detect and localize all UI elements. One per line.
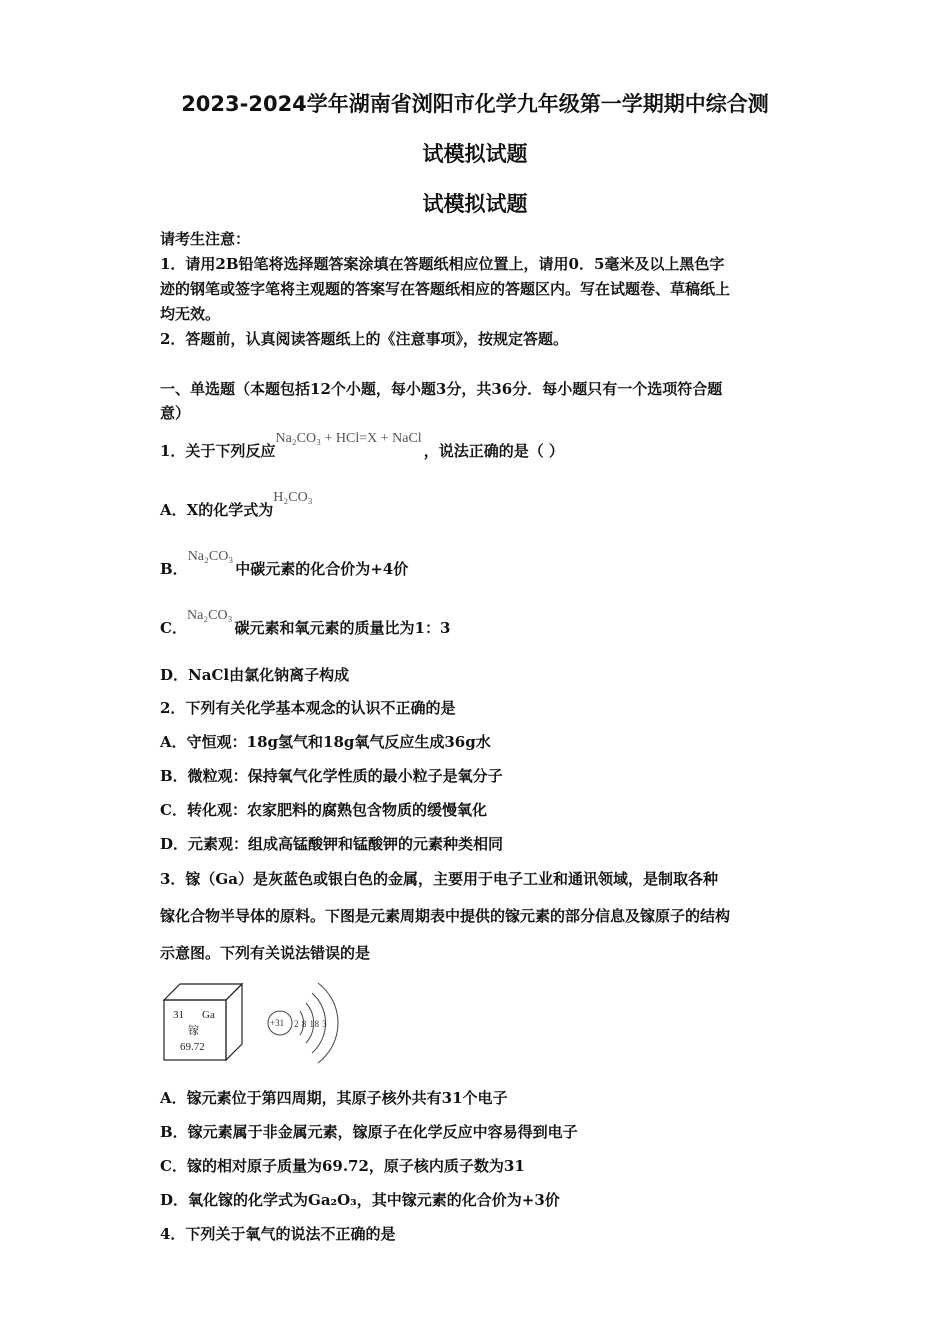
- q2-option-b: B．微粒观：保持氧气化学性质的最小粒子是氧分子: [160, 767, 503, 785]
- q1-option-b-text: 中碳元素的化合价为+4价: [235, 560, 409, 578]
- q3-option-d: D．氧化镓的化学式为Ga₂O₃，其中镓元素的化合价为+3价: [160, 1191, 560, 1209]
- q2-option-d: D．元素观：组成高锰酸钾和锰酸钾的元素种类相同: [160, 835, 504, 853]
- exam-title-line-2: 试模拟试题: [422, 142, 528, 166]
- q1-option-c-label: C．: [160, 619, 187, 637]
- element-atomic-number: 31: [173, 1009, 184, 1021]
- section-heading-line-2: 意）: [160, 404, 191, 422]
- q2-stem: 2．下列有关化学基本观念的认识不正确的是: [160, 699, 456, 717]
- atom-nucleus-charge: +31: [270, 1018, 285, 1028]
- element-name: 镓: [188, 1025, 199, 1037]
- notice-item-1-line-1: 1．请用2B铅笔将选择题答案涂填在答题纸相应位置上，请用0．5毫米及以上黑色字: [160, 255, 725, 273]
- q1-option-a-formula: H₂CO₃: [273, 490, 313, 505]
- q1-stem-suffix: ，说法正确的是（ ）: [423, 442, 564, 460]
- q3-option-b: B．镓元素属于非金属元素，镓原子在化学反应中容易得到电子: [160, 1123, 578, 1141]
- q1-option-c: [160, 608, 451, 638]
- q2-option-c: C．转化观：农家肥料的腐熟包含物质的缓慢氧化: [160, 801, 487, 819]
- q3-stem-line-2: 镓化合物半导体的原料。下图是元素周期表中提供的镓元素的部分信息及镓原子的结构: [160, 907, 731, 925]
- element-symbol: Ga: [202, 1009, 215, 1021]
- q1-option-b-formula: Na₂CO₃: [187, 549, 234, 564]
- element-atomic-mass: 69.72: [180, 1041, 205, 1053]
- atom-electron-shells: 2 8 18 3: [294, 1019, 328, 1029]
- q1-equation: Na₂CO₃ + HCl=X + NaCl: [275, 431, 422, 446]
- gallium-element-cell: [160, 980, 246, 1062]
- q3-option-c: C．镓的相对原子质量为69.72，原子核内质子数为31: [160, 1157, 525, 1175]
- q3-stem-line-3: 示意图。下列有关说法错误的是: [160, 944, 371, 962]
- q1-stem: [160, 431, 564, 461]
- q1-option-b: [160, 549, 409, 579]
- section-heading-line-1: 一、单选题（本题包括12个小题，每小题3分，共36分．每小题只有一个选项符合题: [160, 380, 723, 398]
- q1-option-c-formula: Na₂CO₃: [186, 608, 233, 623]
- q1-option-c-text: 碳元素和氧元素的质量比为1：3: [234, 619, 451, 637]
- notice-heading: 请考生注意：: [160, 230, 251, 248]
- q1-option-d: D．NaCl由氯化钠离子构成: [160, 666, 350, 684]
- notice-item-1-line-2: 迹的钢笔或签字笔将主观题的答案写在答题纸相应的答题区内。写在试题卷、草稿纸上: [160, 280, 731, 298]
- q1-option-a: [160, 490, 315, 520]
- notice-item-1-line-3: 均无效。: [160, 305, 221, 323]
- gallium-atom-structure-diagram: [264, 975, 344, 1065]
- exam-title-line-3: 试模拟试题: [422, 192, 528, 216]
- q1-option-b-label: B．: [160, 560, 188, 578]
- notice-item-2: 2．答题前，认真阅读答题纸上的《注意事项》，按规定答题。: [160, 330, 568, 348]
- q2-option-a: A．守恒观：18g氢气和18g氧气反应生成36g水: [160, 733, 491, 751]
- exam-title-line-1: 2023-2024学年湖南省浏阳市化学九年级第一学期期中综合测: [181, 92, 769, 116]
- q3-option-a: A．镓元素位于第四周期，其原子核外共有31个电子: [160, 1089, 508, 1107]
- q3-stem-line-1: 3．镓（Ga）是灰蓝色或银白色的金属，主要用于电子工业和通讯领域，是制取各种: [160, 870, 718, 888]
- q4-stem: 4．下列关于氧气的说法不正确的是: [160, 1225, 396, 1243]
- q1-option-a-text: A．X的化学式为: [160, 501, 274, 519]
- q1-stem-prefix: 1．关于下列反应: [160, 442, 276, 460]
